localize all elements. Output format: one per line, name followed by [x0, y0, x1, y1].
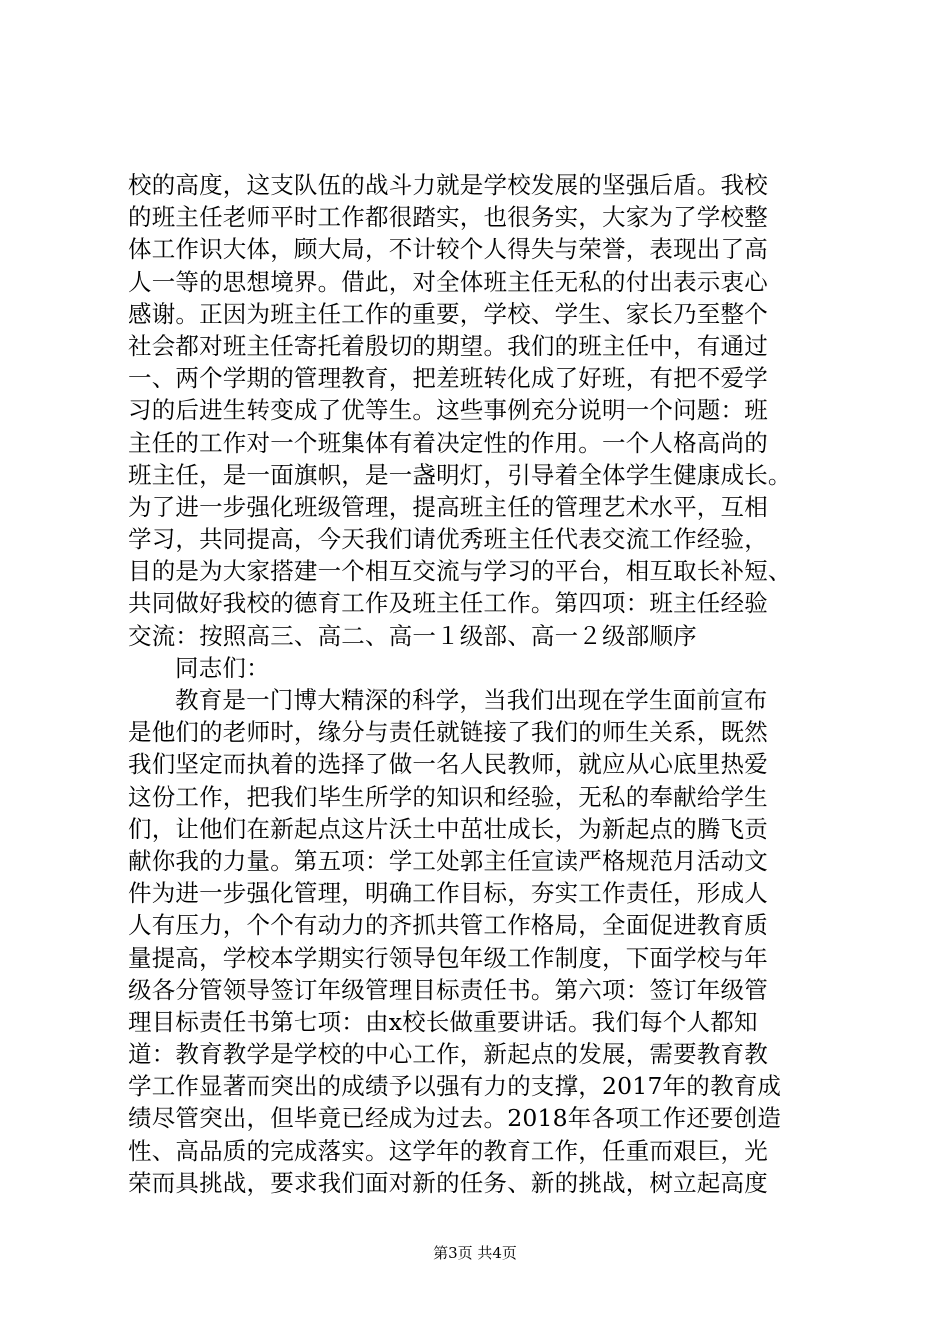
text-line: 班主任，是一面旗帜，是一盏明灯，引导着全体学生健康成长。 [128, 460, 792, 489]
text-line: 们，让他们在新起点这片沃土中茁壮成长，为新起点的腾飞贡 [128, 814, 768, 843]
text-line: 为了进一步强化班级管理，提高班主任的管理艺术水平，互相 [128, 492, 768, 521]
text-line: 一、两个学期的管理教育，把差班转化成了好班，有把不爱学 [128, 364, 768, 393]
text-line: 我们坚定而执着的选择了做一名人民教师，就应从心底里热爱 [128, 750, 768, 779]
paragraph-start-line: 教育是一门博大精深的科学，当我们出现在学生面前宣布 [175, 686, 768, 714]
page-number-label: 第3页 共4页 [433, 1244, 517, 1262]
text-line: 理目标责任书第七项：由x校长做重要讲话。我们每个人都知 [128, 1007, 758, 1036]
text-line: 荣而具挑战，要求我们面对新的任务、新的挑战，树立起高度 [128, 1168, 768, 1197]
text-line: 这份工作，把我们毕生所学的知识和经验，无私的奉献给学生 [128, 782, 768, 811]
text-line: 件为进一步强化管理，明确工作目标，夯实工作责任，形成人 [128, 879, 768, 908]
text-line: 级各分管领导签订年级管理目标责任书。第六项：签订年级管 [128, 975, 768, 1004]
text-line: 献你我的力量。第五项：学工处郭主任宣读严格规范月活动文 [128, 846, 768, 875]
text-line: 量提高，学校本学期实行领导包年级工作制度，下面学校与年 [128, 943, 768, 972]
text-line: 感谢。正因为班主任工作的重要，学校、学生、家长乃至整个 [128, 299, 768, 328]
text-line: 学工作显著而突出的成绩予以强有力的支撑，2017年的教育成 [128, 1072, 782, 1101]
text-line: 社会都对班主任寄托着殷切的期望。我们的班主任中，有通过 [128, 331, 768, 360]
text-line: 人一等的思想境界。借此，对全体班主任无私的付出表示衷心 [128, 267, 768, 296]
text-line: 学习，共同提高，今天我们请优秀班主任代表交流工作经验， [128, 525, 768, 554]
text-line: 的班主任老师平时工作都很踏实，也很务实，大家为了学校整 [128, 203, 768, 232]
body-text [128, 169, 848, 1199]
text-line: 道：教育教学是学校的中心工作，新起点的发展，需要教育教 [128, 1040, 768, 1069]
text-line: 习的后进生转变成了优等生。这些事例充分说明一个问题：班 [128, 396, 768, 425]
text-line: 性、高品质的完成落实。这学年的教育工作，任重而艰巨，光 [128, 1136, 768, 1165]
text-line: 目的是为大家搭建一个相互交流与学习的平台，相互取长补短、 [128, 557, 792, 586]
text-line: 是他们的老师时，缘分与责任就链接了我们的师生关系，既然 [128, 718, 768, 747]
text-line: 主任的工作对一个班集体有着决定性的作用。一个人格高尚的 [128, 428, 768, 457]
page-footer [0, 1243, 950, 1263]
text-line: 绩尽管突出，但毕竟已经成为过去。2018年各项工作还要创造 [128, 1104, 782, 1133]
salutation-line: 同志们： [175, 653, 270, 682]
text-line: 交流：按照高三、高二、高一１级部、高一２级部顺序 [128, 621, 697, 650]
text-line: 人有压力，个个有动力的齐抓共管工作格局，全面促进教育质 [128, 911, 768, 940]
text-line: 体工作识大体，顾大局，不计较个人得失与荣誉，表现出了高 [128, 235, 768, 264]
text-line: 共同做好我校的德育工作及班主任工作。第四项：班主任经验 [128, 589, 768, 618]
text-line: 校的高度，这支队伍的战斗力就是学校发展的坚强后盾。我校 [128, 171, 768, 199]
